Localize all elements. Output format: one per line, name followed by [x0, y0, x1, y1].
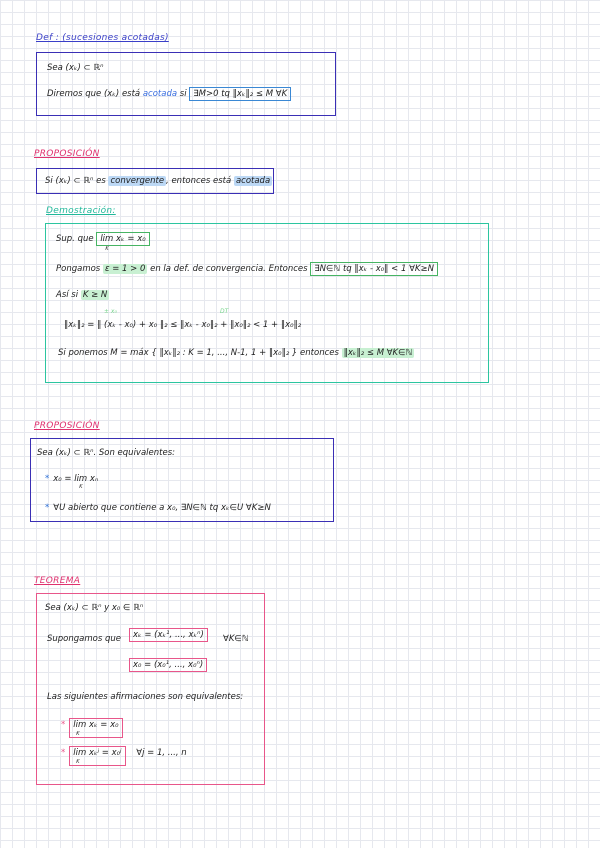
proposition-2-box [30, 438, 334, 522]
demo-line-5: Si ponemos M = máx { ‖xₖ‖₂ : K = 1, ..., N-1, 1 + ‖x₀‖₂ } entonces ‖xₖ‖₂ ≤ M ∀K∈ℕ [58, 348, 413, 358]
proposition-2-bullet-2: * ∀U abierto que contiene a x₀, ∃N∈ℕ tq xₖ∈U ∀K≥N [45, 503, 271, 513]
theorem-box [36, 593, 265, 785]
theorem-item-2: * lim xₖʲ = x₀ʲ K ∀j = 1, ..., n [61, 748, 187, 765]
theorem-item-1: * lim xₖ = x₀ K [61, 718, 123, 738]
definition-box [36, 52, 336, 116]
demo-header: Demostración: [46, 206, 116, 216]
annotation-plus-minus: ± x₀ [104, 308, 117, 315]
k-ge-n: K ≥ N [82, 290, 108, 300]
demo-line-3: Así si K ≥ N [56, 290, 108, 300]
proposition-2-line-1: Sea (xₖ) ⊂ ℝⁿ. Son equivalentes: [37, 448, 176, 458]
demo-line-2: Pongamos ε = 1 > 0 en la def. de convergencia. Entonces ∃N∈ℕ tq ‖xₖ - x₀‖ < 1 ∀K≥N [56, 264, 438, 274]
demo-line-1: Sup. que lim xₖ = x₀ K [56, 234, 150, 244]
epsilon-choice: ε = 1 > 0 [104, 264, 146, 274]
theorem-xk-box: xₖ = (xₖ¹, ..., xₖⁿ) [129, 630, 208, 640]
theorem-line-4: Las siguientes afirmaciones son equivalentes: [47, 692, 244, 702]
acotada-word: acotada [142, 89, 178, 99]
definition-line-2: Diremos que (xₖ) está acotada si ∃M>0 tq ‖xₖ‖₂ ≤ M ∀K [47, 89, 291, 99]
limit-assumption: lim xₖ = x₀ K [96, 232, 149, 246]
demo-box [45, 223, 489, 383]
bound-result: ‖xₖ‖₂ ≤ M ∀K∈ℕ [343, 348, 413, 358]
convergente-word: convergente [110, 176, 165, 186]
bullet-icon: * [61, 720, 66, 730]
proposition-2-header: PROPOSICIÓN [34, 421, 100, 431]
proposition-1-header: PROPOSICIÓN [34, 149, 100, 159]
proposition-1-box [36, 168, 274, 194]
theorem-x0-box: x₀ = (x₀¹, ..., x₀ⁿ) [129, 660, 207, 670]
proposition-2-bullet-1: * x₀ = lim xₙ K [45, 474, 99, 490]
theorem-line-2-label: Supongamos que [47, 634, 121, 644]
definition-header: Def : (sucesiones acotadas) [36, 33, 169, 43]
theorem-header: TEOREMA [34, 576, 81, 586]
theorem-forall-k: ∀K∈ℕ [223, 634, 249, 644]
annotation-dt: DT [220, 308, 229, 315]
proposition-1-text: Si (xₖ) ⊂ ℝⁿ es convergente , entonces está acotada [45, 176, 271, 186]
demo-line-4: ‖xₖ‖₂ = ‖ (xₖ - x₀) + x₀ ‖₂ ≤ ‖xₖ - x₀‖₂ + ‖x₀‖₂ < 1 + ‖x₀‖₂ [64, 320, 302, 330]
acotada-word-2: acotada [235, 176, 271, 186]
theorem-line-1: Sea (xₖ) ⊂ ℝⁿ y x₀ ∈ ℝⁿ [45, 603, 144, 613]
bullet-icon: * [45, 503, 50, 513]
convergence-condition: ∃N∈ℕ tq ‖xₖ - x₀‖ < 1 ∀K≥N [310, 262, 438, 276]
bullet-icon: * [61, 748, 66, 758]
definition-line-1: Sea (xₖ) ⊂ ℝⁿ [47, 63, 104, 73]
bullet-icon: * [45, 474, 50, 484]
bounded-condition: ∃M>0 tq ‖xₖ‖₂ ≤ M ∀K [189, 87, 291, 101]
